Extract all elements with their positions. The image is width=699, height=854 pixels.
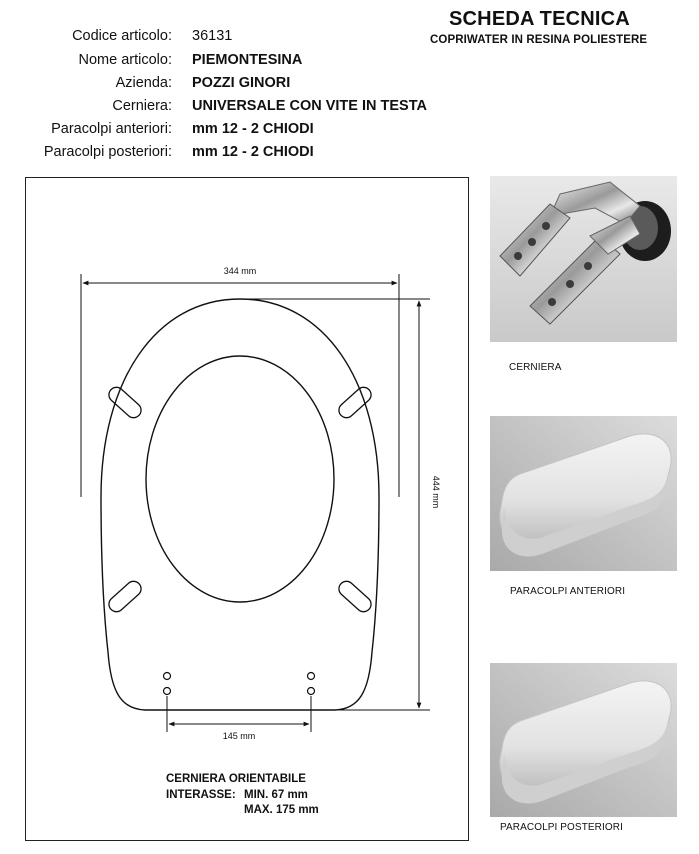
spec-value: mm 12 - 2 CHIODI (192, 144, 314, 160)
bumper-slot (336, 578, 374, 615)
spec-value: PIEMONTESINA (192, 52, 303, 68)
hinge-hole (308, 688, 315, 695)
photo-caption: PARACOLPI POSTERIORI (500, 822, 623, 833)
seat-drawing (25, 177, 469, 841)
hinge-note-title: CERNIERA ORIENTABILE (166, 773, 306, 785)
hinge-photo-icon (490, 176, 677, 342)
width-dimension-label: 344 mm (223, 266, 257, 276)
spec-value: POZZI GINORI (192, 75, 291, 91)
hinge-notes (166, 772, 319, 819)
photo-caption: PARACOLPI ANTERIORI (510, 586, 626, 597)
photo-caption: CERNIERA (509, 362, 562, 373)
seat-outer-outline (101, 299, 379, 710)
spec-value: 36131 (192, 28, 233, 44)
interasse-max: MAX. 175 mm (244, 804, 319, 816)
hinge-hole (308, 673, 315, 680)
hinge-spacing-label: 145 mm (222, 731, 256, 741)
spec-label: Nome articolo: (78, 52, 172, 68)
height-dimension-label: 444 mm (431, 475, 441, 509)
page-title: SCHEDA TECNICA (449, 8, 630, 30)
spec-value: mm 12 - 2 CHIODI (192, 121, 314, 137)
spec-label: Paracolpi posteriori: (43, 144, 172, 160)
rear-bumper-photo-icon (490, 663, 677, 817)
spec-value: UNIVERSALE CON VITE IN TESTA (192, 98, 427, 114)
bumper-slot (106, 578, 144, 615)
hinge-hole (164, 673, 171, 680)
spec-label: Codice articolo: (72, 28, 172, 44)
spec-label: Azienda: (115, 75, 172, 91)
interasse-min: MIN. 67 mm (244, 788, 308, 801)
page-subtitle: COPRIWATER IN RESINA POLIESTERE (430, 34, 648, 46)
interasse-label: INTERASSE: (166, 788, 236, 801)
hinge-hole (164, 688, 171, 695)
spec-label: Cerniera: (112, 98, 172, 114)
front-bumper-photo-icon (490, 416, 677, 571)
spec-label: Paracolpi anteriori: (51, 121, 172, 137)
seat-inner-opening (146, 356, 334, 602)
